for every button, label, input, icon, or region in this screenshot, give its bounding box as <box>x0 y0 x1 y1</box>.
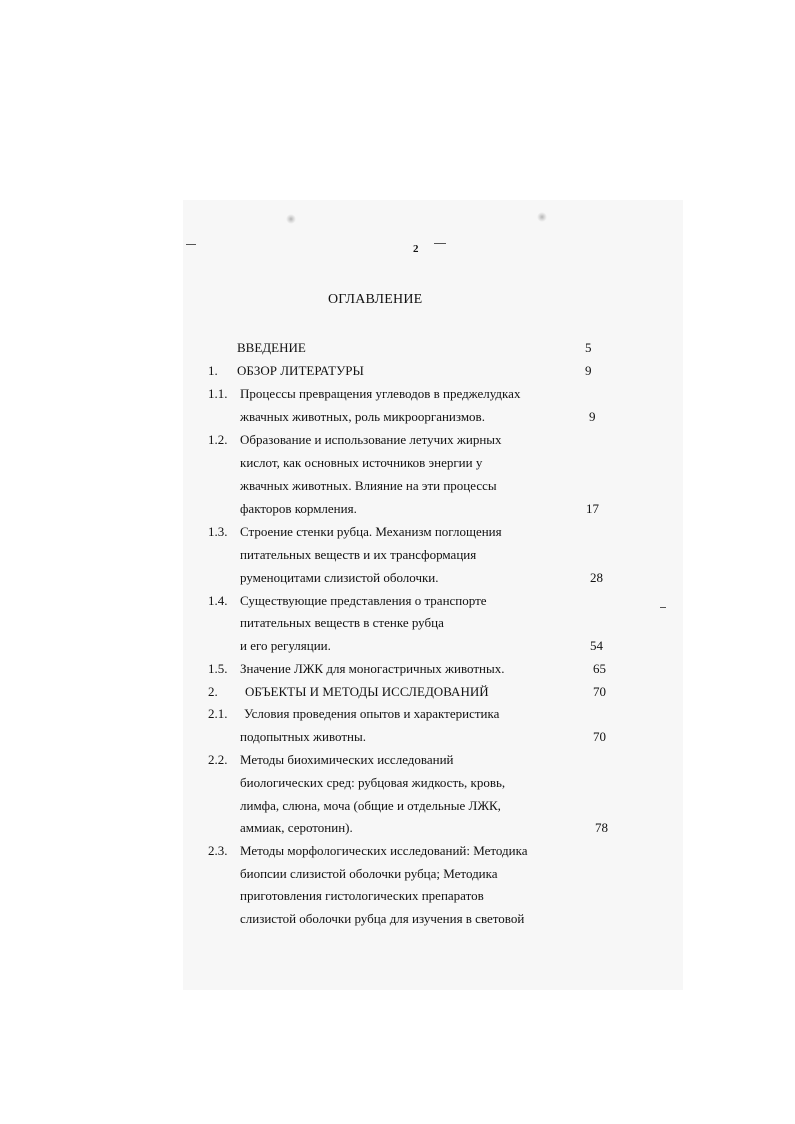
toc-page: 70 <box>593 684 606 699</box>
toc-text: аммиак, серотонин). <box>240 820 353 835</box>
toc-number: 2.2. <box>208 752 228 767</box>
toc-text: ОБЗОР ЛИТЕРАТУРЫ <box>237 363 364 378</box>
toc-text: кислот, как основных источников энергии у <box>240 455 483 470</box>
toc-heading: ОГЛАВЛЕНИЕ <box>328 292 423 307</box>
scan-mark <box>186 244 196 245</box>
page-number: 2 <box>413 243 419 255</box>
toc-number: 1.3. <box>208 524 228 539</box>
toc-text: и его регуляции. <box>240 638 331 653</box>
toc-text: Условия проведения опытов и характеристика <box>244 706 500 721</box>
toc-page: 78 <box>595 820 608 835</box>
toc-number: 1.4. <box>208 593 228 608</box>
toc-number: 1. <box>208 363 218 378</box>
toc-text: Образование и использование летучих жирных <box>240 432 502 447</box>
toc-text: ВВЕДЕНИЕ <box>237 340 306 355</box>
toc-text: Значение ЛЖК для моногастричных животных. <box>240 661 505 676</box>
toc-number: 1.1. <box>208 386 228 401</box>
toc-text: Методы биохимических исследований <box>240 752 454 767</box>
toc-text: биопсии слизистой оболочки рубца; Методика <box>240 866 498 881</box>
toc-page: 70 <box>593 729 606 744</box>
scan-mark <box>660 607 666 608</box>
toc-text: лимфа, слюна, моча (общие и отдельные ЛЖК, <box>240 798 501 813</box>
toc-text: жвачных животных. Влияние на эти процессы <box>240 478 497 493</box>
toc-number: 2.3. <box>208 843 228 858</box>
toc-text: подопытных животны. <box>240 729 366 744</box>
toc-text: слизистой оболочки рубца для изучения в световой <box>240 911 525 926</box>
toc-page: 9 <box>589 409 596 424</box>
toc-page: 28 <box>590 570 603 585</box>
toc-page: 17 <box>586 501 599 516</box>
toc-text: Процессы превращения углеводов в преджелудках <box>240 386 521 401</box>
toc-text: Методы морфологических исследований: Методика <box>240 843 528 858</box>
toc-number: 2. <box>208 684 218 699</box>
scan-speck <box>286 214 296 224</box>
toc-number: 2.1. <box>208 706 228 721</box>
toc-text: руменоцитами слизистой оболочки. <box>240 570 439 585</box>
toc-page: 9 <box>585 363 592 378</box>
toc-text: питательных веществ в стенке рубца <box>240 615 444 630</box>
toc-text: биологических сред: рубцовая жидкость, кровь, <box>240 775 506 790</box>
toc-text: приготовления гистологических препаратов <box>240 888 484 903</box>
toc-page: 65 <box>593 661 606 676</box>
toc-number: 1.2. <box>208 432 228 447</box>
scan-mark <box>434 243 446 244</box>
toc-number: 1.5. <box>208 661 228 676</box>
toc-text: жвачных животных, роль микроорганизмов. <box>240 409 485 424</box>
toc-text: факторов кормления. <box>240 501 357 516</box>
toc-text: питательных веществ и их трансформация <box>240 547 477 562</box>
toc-text: Строение стенки рубца. Механизм поглощения <box>240 524 502 539</box>
scan-speck <box>537 212 547 222</box>
toc-page: 5 <box>585 340 592 355</box>
toc-text: Существующие представления о транспорте <box>240 593 487 608</box>
toc-text: ОБЪЕКТЫ И МЕТОДЫ ИССЛЕДОВАНИЙ <box>245 684 489 699</box>
toc-page: 54 <box>590 638 603 653</box>
